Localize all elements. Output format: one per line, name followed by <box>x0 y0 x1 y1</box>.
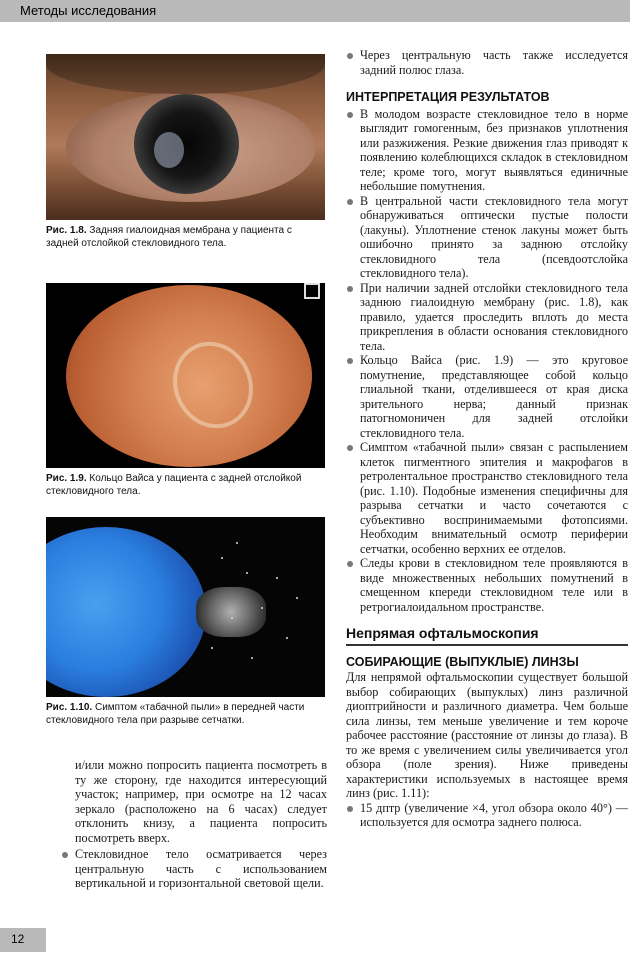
figure-1-8-photo <box>46 54 325 220</box>
figure-1-10-caption <box>46 701 325 727</box>
left-column-text <box>75 758 327 891</box>
bullet-item: При наличии задней отслойки стекловидного тела заднюю гиалоидную мембрану (рис. 1.8), как правило, удается проследить вплоть до места прикрепления в области основания стекловидного тела. <box>346 281 628 354</box>
page-number: 12 <box>11 932 25 946</box>
bullet-item: Симптом «табачной пыли» связан с распылением клеток пигментного эпителия и макрофагов в ретролентальное пространство стекловидного тела (рис. 1.10). Подобные изменения специфичны для разрыва сетчатки и часто сочетаются с субъективно воспринимаемыми фотопсиями. Необходим внимательный осмотр периферии сетчатки, особенно верхних ее отделов. <box>346 440 628 556</box>
figure-caption-text: Кольцо Вайса у пациента с задней отслойкой стекловидного тела. <box>46 473 302 497</box>
figure-1-9-caption <box>46 472 325 498</box>
figure-caption-text: Симптом «табачной пыли» в передней части стекловидного тела при разрыве сетчатки. <box>46 702 305 726</box>
bullet-item: В центральной части стекловидного тела могут обнаруживаться оптически пустые полости (лакуны). Уплотнение стенок лакуны может быть ошибочно принято за заднюю отслойку стекловидного тела (псевдоотслойка стекловидного тела). <box>346 194 628 281</box>
running-head-title: Методы исследования <box>20 3 157 18</box>
figure-1-8-caption <box>46 224 325 250</box>
bullet-item: Через центральную часть также исследуется задний полюс глаза. <box>346 48 628 77</box>
figure-label: Рис. 1.10. <box>46 702 93 713</box>
figure-caption-text: Задняя гиалоидная мембрана у пациента с задней отслойкой стекловидного тела. <box>46 225 292 249</box>
heading-lenses: СОБИРАЮЩИЕ (ВЫПУКЛЫЕ) ЛИНЗЫ <box>346 654 579 669</box>
page-number-tab <box>0 928 46 952</box>
bullet-item: 15 дптр (увеличение ×4, угол обзора около 40°) — используется для осмотра заднего полюса. <box>346 801 628 830</box>
figure-1-10 <box>46 517 325 727</box>
figure-1-9 <box>46 283 325 498</box>
running-head <box>0 0 630 22</box>
bullet-item: Стекловидное тело осматривается через центральную часть с использованием вертикальной и горизонтальной световой щели. <box>61 847 327 891</box>
lenses-paragraph: Для непрямой офтальмоскопии существует большой выбор собирающих (выпуклых) линз различной диоптрийности и различного диаметра. Чем больше сила линзы, тем меньше увеличение и тем короче рабочее расстояние (расстояние от линзы до глаза). В то же время с увеличением силы увеличивается угол обзора (поле зрения). Ниже приведены характеристики используемых в настоящее время линз (рис. 1.11): <box>346 670 628 800</box>
section-heading: Непрямая офтальмоскопия <box>346 626 628 646</box>
figure-1-8 <box>46 54 325 250</box>
figure-1-10-photo <box>46 517 325 697</box>
figure-label: Рис. 1.9. <box>46 473 87 484</box>
figure-1-9-photo <box>46 283 325 468</box>
right-column <box>346 48 628 830</box>
bullet-item: Кольцо Вайса (рис. 1.9) — это круговое помутнение, представляющее собой кольцо глиальной ткани, отделившееся от края диска зрительного нерва; данный признак патогномоничен для задней отслойки стекловидного тела. <box>346 353 628 440</box>
heading-interpretation: ИНТЕРПРЕТАЦИЯ РЕЗУЛЬТАТОВ <box>346 90 550 104</box>
continuation-paragraph: и/или можно попросить пациента посмотреть в ту же сторону, где находится интересующий участок; например, при осмотре на 12 часах зеркало (расположено на 6 часах) следует отклонить книзу, а пациента попросить посмотреть вверх. <box>75 758 327 845</box>
figure-label: Рис. 1.8. <box>46 225 87 236</box>
bullet-item: В молодом возрасте стекловидное тело в норме выглядит гомогенным, без признаков уплотнения или разжижения. Резкие движения глаз приводят к появлению колеблющихся складок в стекловидном теле; кроме того, могут выявляться единичные небольшие помутнения. <box>346 107 628 194</box>
bullet-item: Следы крови в стекловидном теле проявляются в виде множественных небольших помутнений в смещенном кпереди стекловидном теле или в ретрогиалоидальном пространстве. <box>346 556 628 614</box>
